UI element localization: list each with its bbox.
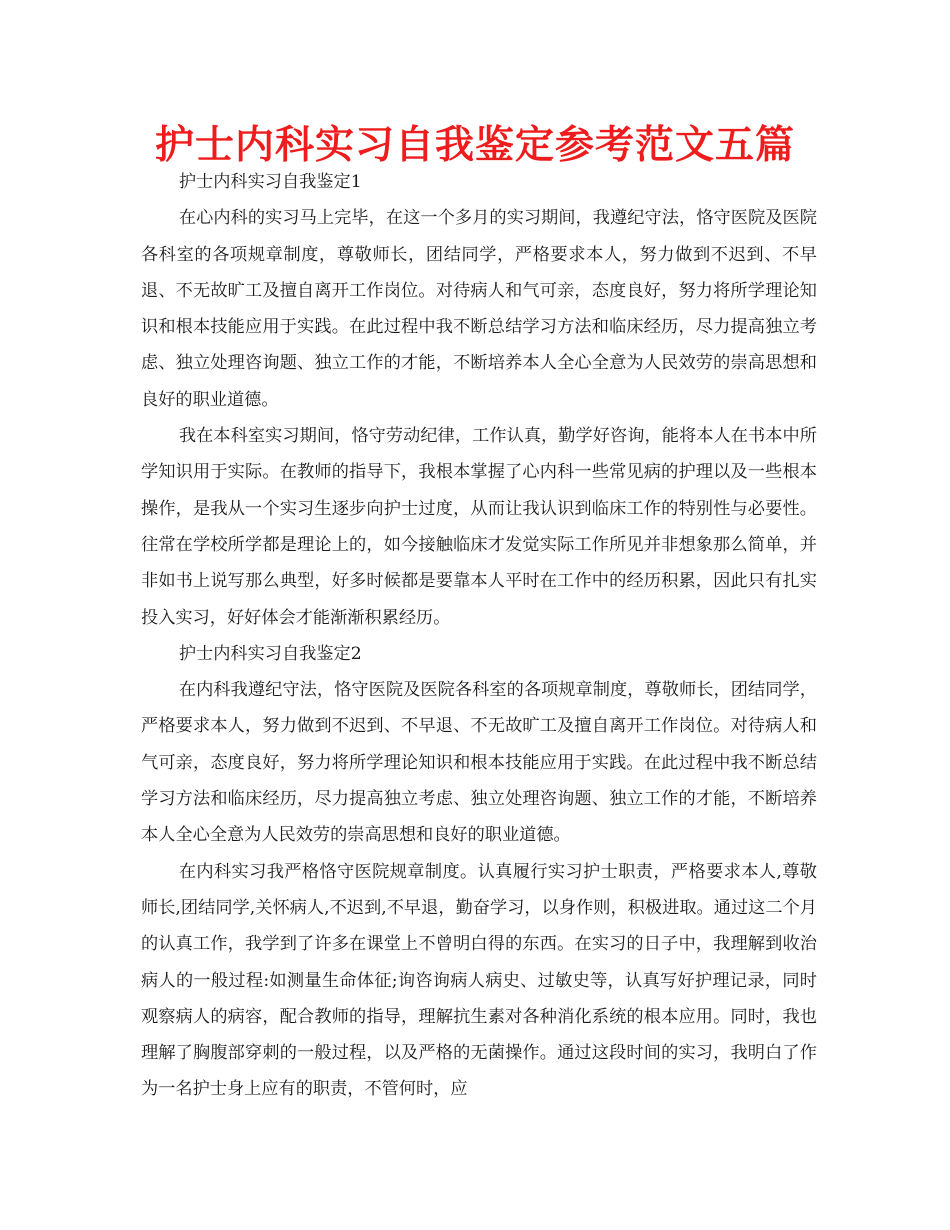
section-heading: 护士内科实习自我鉴定2: [178, 643, 362, 664]
paragraph: 在内科实习我严格恪守医院规章制度。认真履行实习护士职责，严格要求本人,尊敬师长,团结同学,关怀病人,不迟到,不早退，勤奋学习，以身作则，积极进取。通过这二个月的认真工作，我学到了许多在课堂上不曾明白得的东西。在实习的日子中，我理解到收治病人的一般过程:如测量生命体征;询咨询病人病史、过敏史等，认真写好护理记录，同时观察病人的病容，配合教师的指导，理解抗生素对各种消化系统的根本应用。同时，我也理解了胸腹部穿刺的一般过程，以及严格的无菌操作。通过这段时间的实习，我明白了作为一名护士身上应有的职责，不管何时，应: [141, 861, 817, 1100]
document-title: 护士内科实习自我鉴定参考范文五篇: [154, 123, 795, 168]
paragraph: 我在本科室实习期间，恪守劳动纪律，工作认真，勤学好咨询，能将本人在书本中所学知识用于实际。在教师的指导下，我根本掌握了心内科一些常见病的护理以及一些根本操作，是我从一个实习生逐步向护士过度，从而让我认识到临床工作的特别性与必要性。往常在学校所学都是理论上的，如今接触临床才发觉实际工作所见并非想象那么简单，并非如书上说写那么典型，好多时候都是要靠本人平时在工作中的经历积累，因此只有扎实投入实习，好好体会才能渐渐积累经历。: [141, 426, 817, 628]
section-heading: 护士内科实习自我鉴定1: [178, 172, 362, 192]
document-body: [141, 164, 817, 1108]
paragraph: 在内科我遵纪守法，恪守医院及医院各科室的各项规章制度，尊敬师长，团结同学，严格要求本人，努力做到不迟到、不早退、不无故旷工及擅自离开工作岗位。对待病人和气可亲，态度良好，努力将所学理论知识和根本技能应用于实践。在此过程中我不断总结学习方法和临床经历，尽力提高独立考虑、独立处理咨询题、独立工作的才能，不断培养本人全心全意为人民效劳的崇高思想和良好的职业道德。: [141, 680, 817, 846]
paragraph: 在心内科的实习马上完毕，在这一个多月的实习期间，我遵纪守法，恪守医院及医院各科室的各项规章制度，尊敬师长，团结同学，严格要求本人，努力做到不迟到、不早退、不无故旷工及擅自离开工作岗位。对待病人和气可亲，态度良好，努力将所学理论知识和根本技能应用于实践。在此过程中我不断总结学习方法和临床经历，尽力提高独立考虑、独立处理咨询题、独立工作的才能，不断培养本人全心全意为人民效劳的崇高思想和良好的职业道德。: [141, 208, 817, 410]
